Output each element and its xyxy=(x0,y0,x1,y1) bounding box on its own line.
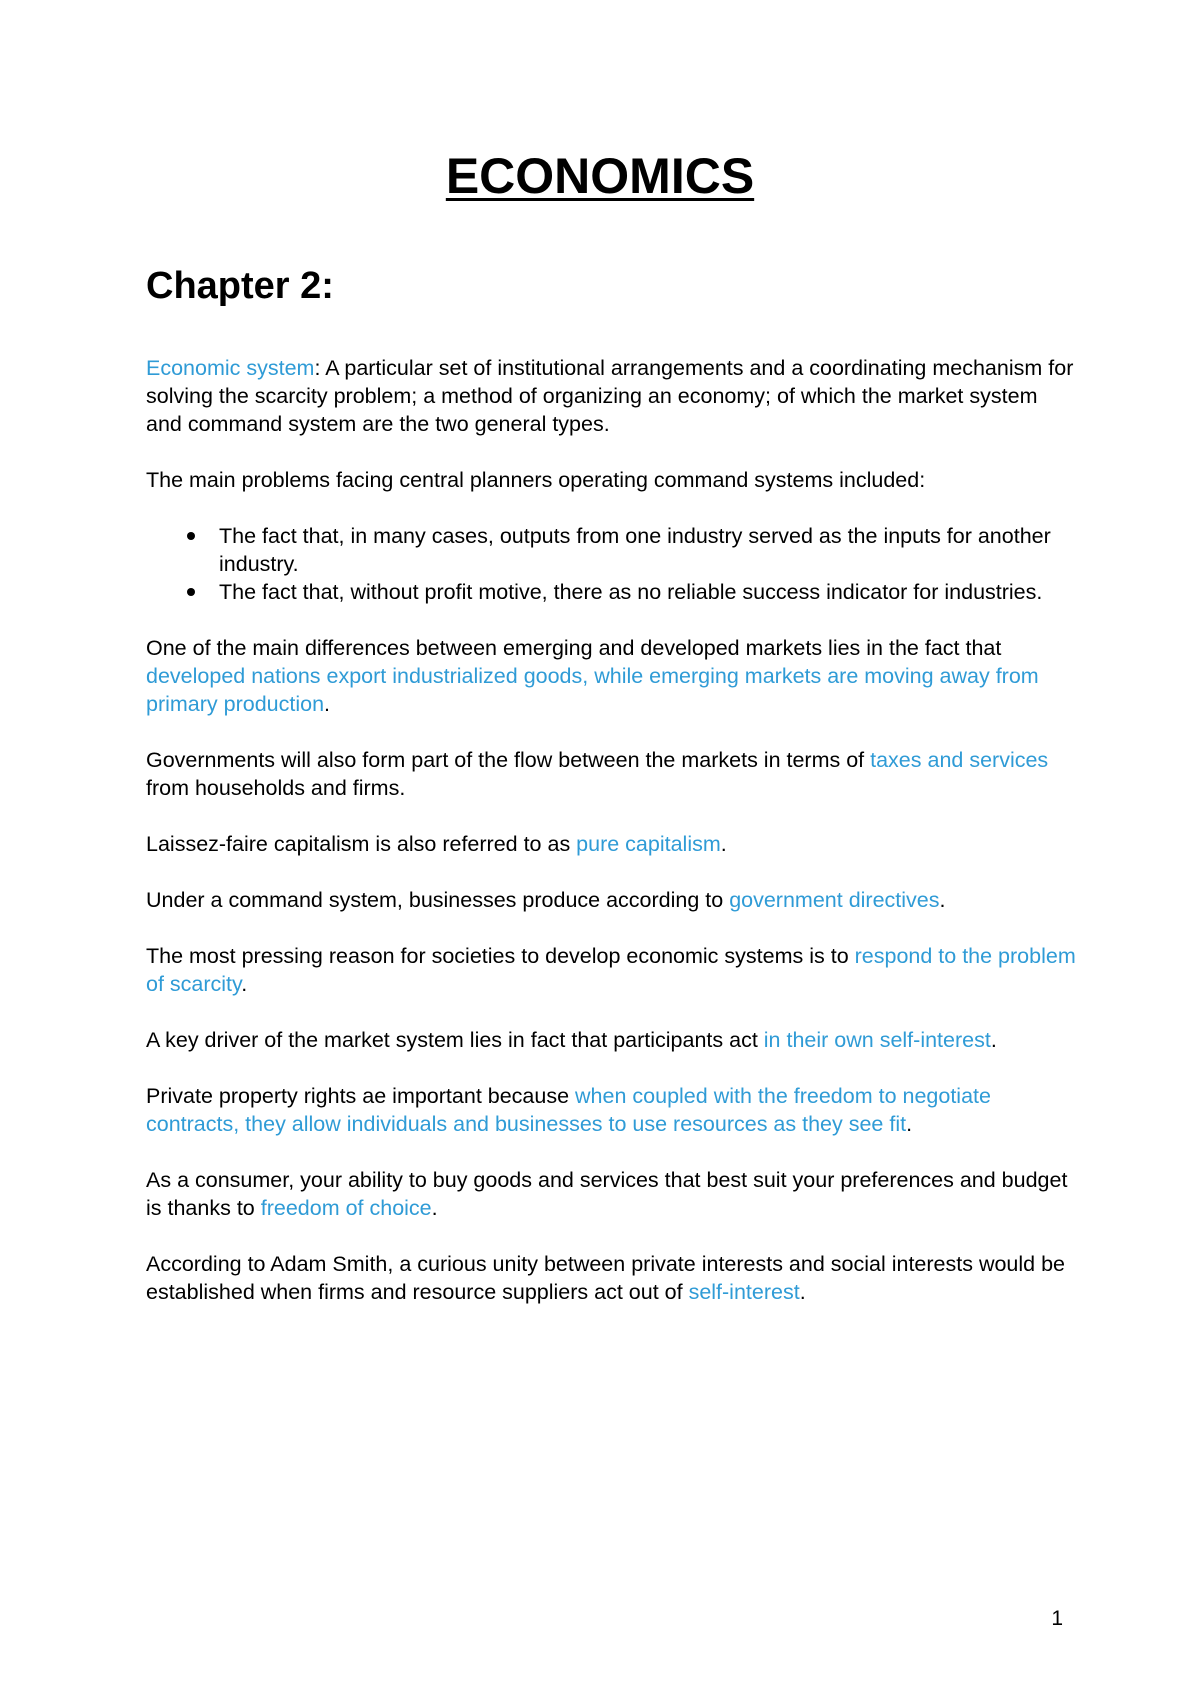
answer-highlight: freedom of choice xyxy=(260,1196,432,1220)
text-run: . xyxy=(324,692,331,716)
answer-highlight: taxes and services xyxy=(870,748,1049,772)
paragraph-adam-smith xyxy=(146,1250,1076,1306)
bullet-item xyxy=(146,522,1076,578)
answer-highlight: developed nations export industrialized goods, while emerging markets are moving away from primary production xyxy=(146,664,1039,716)
text-run: . xyxy=(720,832,727,856)
definition-text: : A particular set of institutional arrangements and a coordinating mechanism for solving the scarcity problem; a method of organizing an economy; of which the market system and command system are the two general types. xyxy=(146,356,1074,436)
paragraph-emerging-markets xyxy=(146,634,1076,718)
text-run: The most pressing reason for societies to develop economic systems is to xyxy=(146,944,855,968)
text-run: One of the main differences between emerging and developed markets lies in the fact that xyxy=(146,636,1002,660)
paragraph-command-system xyxy=(146,886,1076,914)
bullet-list xyxy=(146,522,1076,606)
paragraph-consumer-choice xyxy=(146,1166,1076,1222)
bullet-text: The fact that, without profit motive, there as no reliable success indicator for industries. xyxy=(219,580,1043,604)
paragraph-key-driver xyxy=(146,1026,1076,1054)
answer-highlight: self-interest xyxy=(688,1280,800,1304)
text-run: . xyxy=(799,1280,806,1304)
answer-highlight: government directives xyxy=(729,888,940,912)
page-number: 1 xyxy=(1051,1607,1063,1630)
text-run: . xyxy=(241,972,248,996)
text-run: Private property rights ae important because xyxy=(146,1084,576,1108)
chapter-heading: Chapter 2: xyxy=(146,265,334,307)
term-economic-system: Economic system xyxy=(146,356,315,380)
answer-highlight: pure capitalism xyxy=(576,832,721,856)
bullet-text: The fact that, in many cases, outputs from one industry served as the inputs for another industry. xyxy=(219,524,1051,576)
text-run: . xyxy=(990,1028,997,1052)
bullet-item xyxy=(146,578,1076,606)
text-run: . xyxy=(906,1112,913,1136)
answer-highlight: when coupled with the freedom to negotiate contracts, they allow individuals and businesses to use resources as they see fit xyxy=(146,1084,991,1136)
text-run: Governments will also form part of the flow between the markets in terms of xyxy=(146,748,871,772)
paragraph-laissez-faire xyxy=(146,830,1076,858)
paragraph-pressing-reason xyxy=(146,942,1076,998)
document-body xyxy=(146,354,1076,1334)
bullet-icon xyxy=(187,532,195,540)
paragraph-property-rights xyxy=(146,1082,1076,1138)
bullet-icon xyxy=(187,588,195,596)
answer-highlight: respond to the problem of scarcity xyxy=(146,944,1076,996)
text-run: As a consumer, your ability to buy goods and services that best suit your preferences and budget is thanks to xyxy=(146,1168,1068,1220)
document-title: ECONOMICS xyxy=(445,148,755,204)
paragraph-central-planners: The main problems facing central planners operating command systems included: xyxy=(146,468,926,492)
text-run: Laissez-faire capitalism is also referred to as xyxy=(146,832,577,856)
answer-highlight: in their own self-interest xyxy=(763,1028,991,1052)
paragraph-governments xyxy=(146,746,1076,802)
text-run: According to Adam Smith, a curious unity between private interests and social interests would be established when firms and resource suppliers act out of xyxy=(146,1252,1066,1304)
text-run: . xyxy=(431,1196,438,1220)
text-run: . xyxy=(939,888,946,912)
text-run: Under a command system, businesses produce according to xyxy=(146,888,730,912)
text-run: A key driver of the market system lies in fact that participants act xyxy=(146,1028,764,1052)
text-run: from households and firms. xyxy=(146,776,406,800)
paragraph-economic-system xyxy=(146,354,1076,438)
